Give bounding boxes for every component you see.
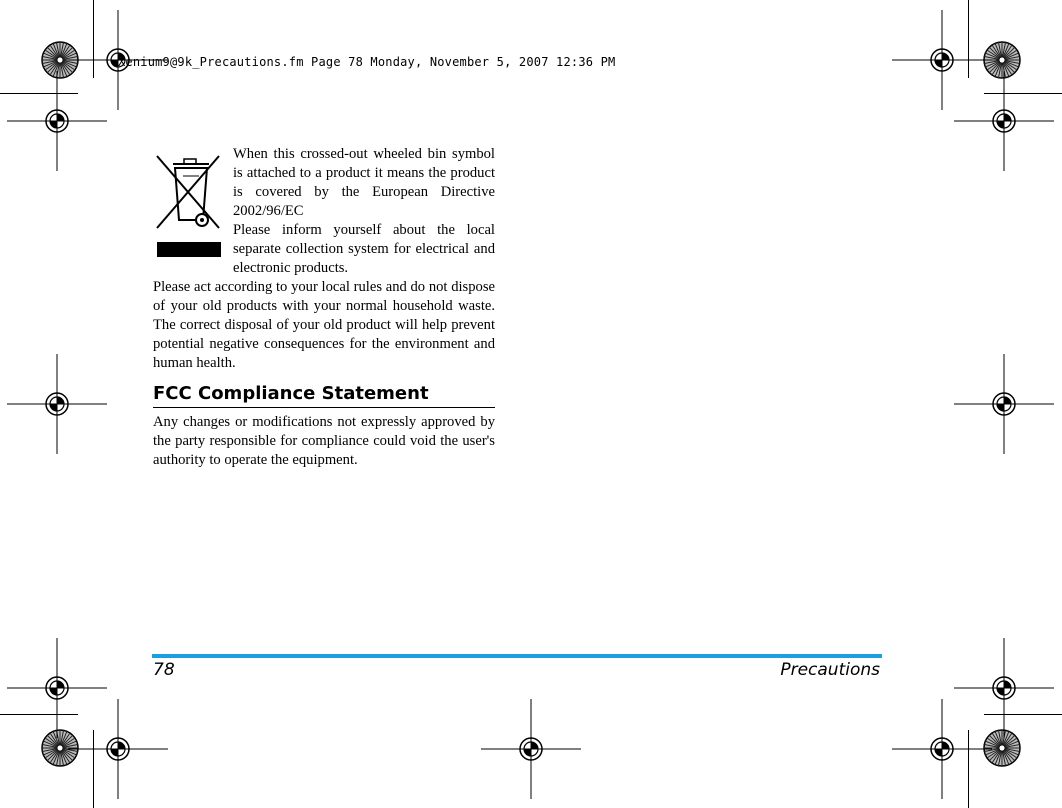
star-target-icon: [42, 730, 78, 766]
weee-paragraph: When this crossed-out wheeled bin symbol is attached to a product it means the product is covered by the European Directive 2002/96/EC: [233, 146, 495, 219]
file-info-header: Xenium9@9k_Precautions.fm Page 78 Monday, November 5, 2007 12:36 PM: [118, 55, 616, 69]
fcc-paragraph: Any changes or modifications not expressly approved by the party responsible for compliance could void the user's authority to operate the equipment.: [153, 414, 495, 468]
weee-paragraph: Please inform yourself about the local separate collection system for electrical and electronic products.: [233, 222, 495, 276]
weee-text-block: [233, 145, 495, 278]
footer-rule: [152, 654, 882, 658]
registration-target-icon: [954, 354, 1054, 454]
registration-target-icon: [892, 10, 992, 110]
star-target-icon: [984, 730, 1020, 766]
registration-target-icon: [954, 71, 1054, 171]
registration-target-icon: [7, 354, 107, 454]
registration-target-icon: [481, 699, 581, 799]
registration-target-icon: [892, 699, 992, 799]
fcc-heading: FCC Compliance Statement: [153, 382, 495, 408]
registration-target-icon: [7, 638, 107, 738]
disposal-paragraph: Please act according to your local rules and do not dispose of your old products with your normal household waste. The correct disposal of your old product will help prevent potential negative consequences for the environment and human health.: [153, 279, 495, 371]
crossed-out-wheeled-bin-icon: [153, 150, 225, 260]
registration-target-icon: [954, 638, 1054, 738]
page-number: 78: [153, 660, 175, 680]
registration-target-icon: [68, 699, 168, 799]
registration-target-icon: [7, 71, 107, 171]
section-title: Precautions: [780, 660, 880, 680]
